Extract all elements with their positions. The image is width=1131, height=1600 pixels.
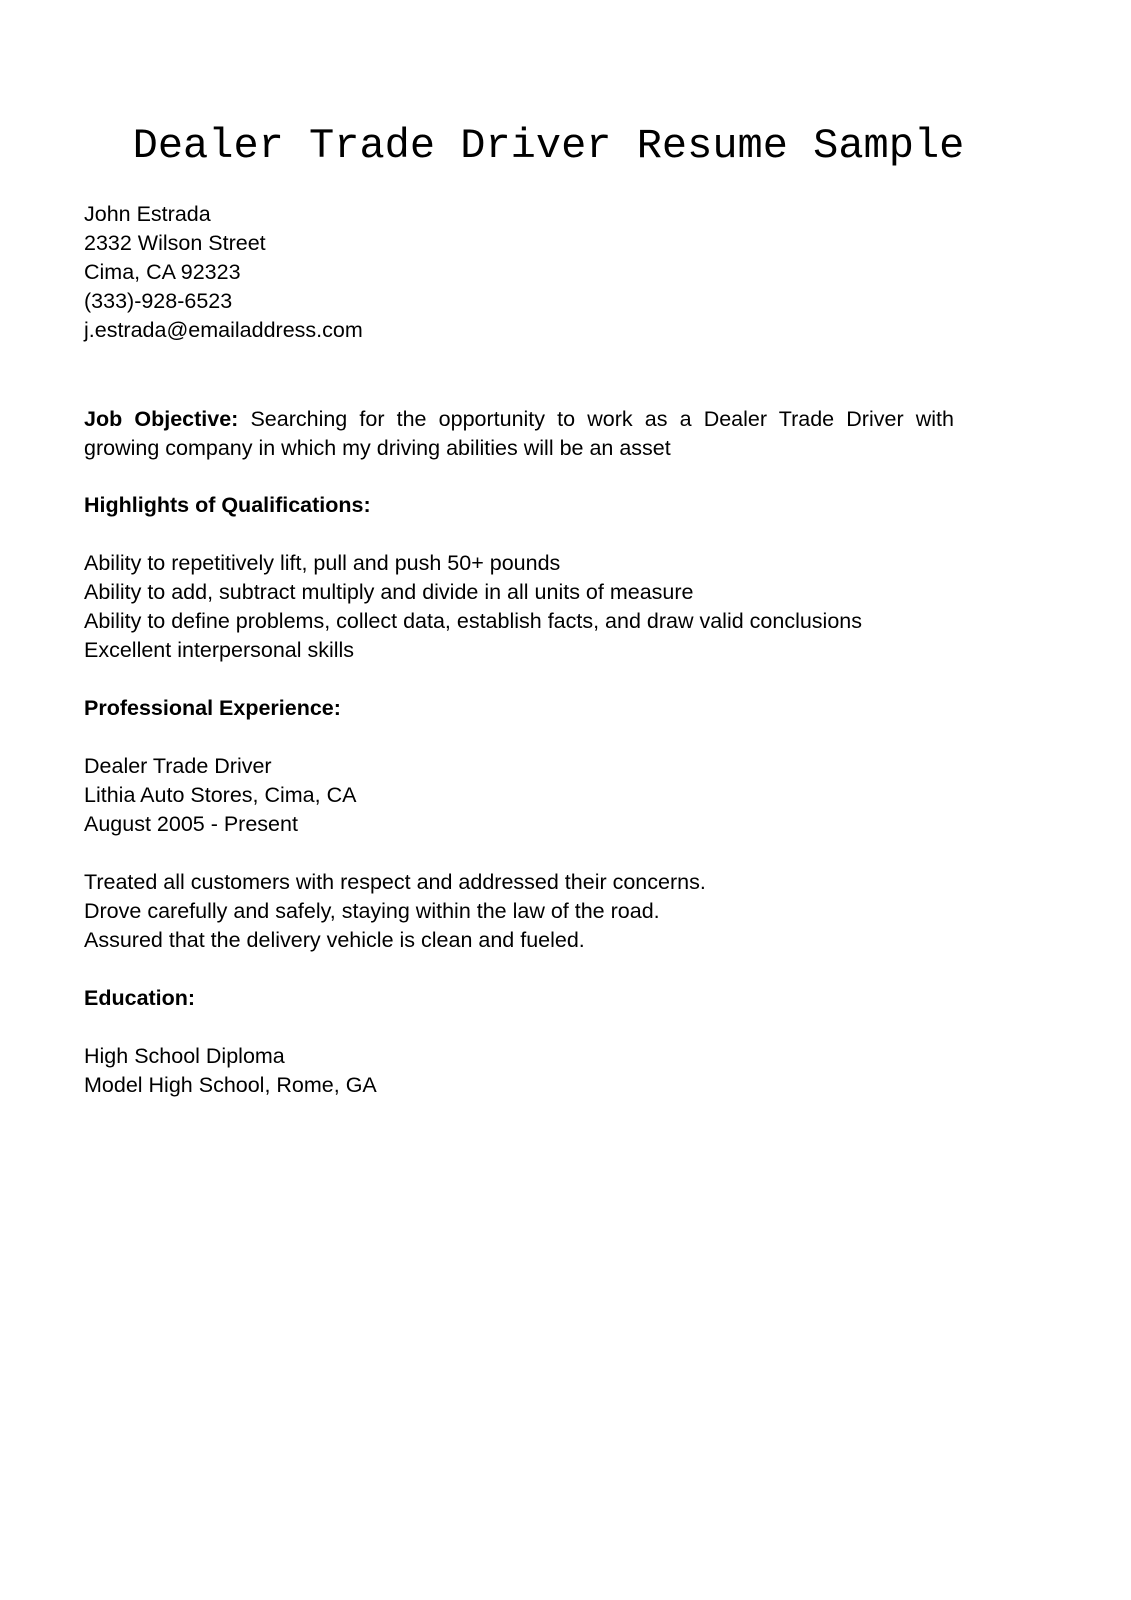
document-title: Dealer Trade Driver Resume Sample <box>132 122 965 170</box>
contact-email: j.estrada@emailaddress.com <box>84 318 363 342</box>
qualification-item: Excellent interpersonal skills <box>84 638 355 662</box>
experience-duty: Drove carefully and safely, staying within the law of the road. <box>84 899 660 923</box>
contact-street: 2332 Wilson Street <box>84 231 266 255</box>
qualification-item: Ability to repetitively lift, pull and push 50+ pounds <box>84 551 561 575</box>
qualifications-heading: Highlights of Qualifications: <box>84 493 371 517</box>
job-objective <box>84 405 954 463</box>
education-heading: Education: <box>84 986 196 1010</box>
experience-duty: Treated all customers with respect and addressed their concerns. <box>84 870 706 894</box>
experience-company: Lithia Auto Stores, Cima, CA <box>84 783 357 807</box>
experience-duty: Assured that the delivery vehicle is clean and fueled. <box>84 928 585 952</box>
objective-label: Job Objective: <box>84 407 239 431</box>
qualification-item: Ability to add, subtract multiply and divide in all units of measure <box>84 580 694 604</box>
contact-phone: (333)-928-6523 <box>84 289 233 313</box>
contact-name: John Estrada <box>84 202 211 226</box>
experience-heading: Professional Experience: <box>84 696 341 720</box>
education-degree: High School Diploma <box>84 1044 285 1068</box>
experience-position: Dealer Trade Driver <box>84 754 272 778</box>
experience-dates: August 2005 - Present <box>84 812 298 836</box>
qualification-item: Ability to define problems, collect data, establish facts, and draw valid conclusions <box>84 609 862 633</box>
education-school: Model High School, Rome, GA <box>84 1073 377 1097</box>
objective-text: Searching for the opportunity to work as a Dealer Trade Driver with growing company in which my driving abilities will be an asset <box>84 407 954 460</box>
contact-city: Cima, CA 92323 <box>84 260 241 284</box>
